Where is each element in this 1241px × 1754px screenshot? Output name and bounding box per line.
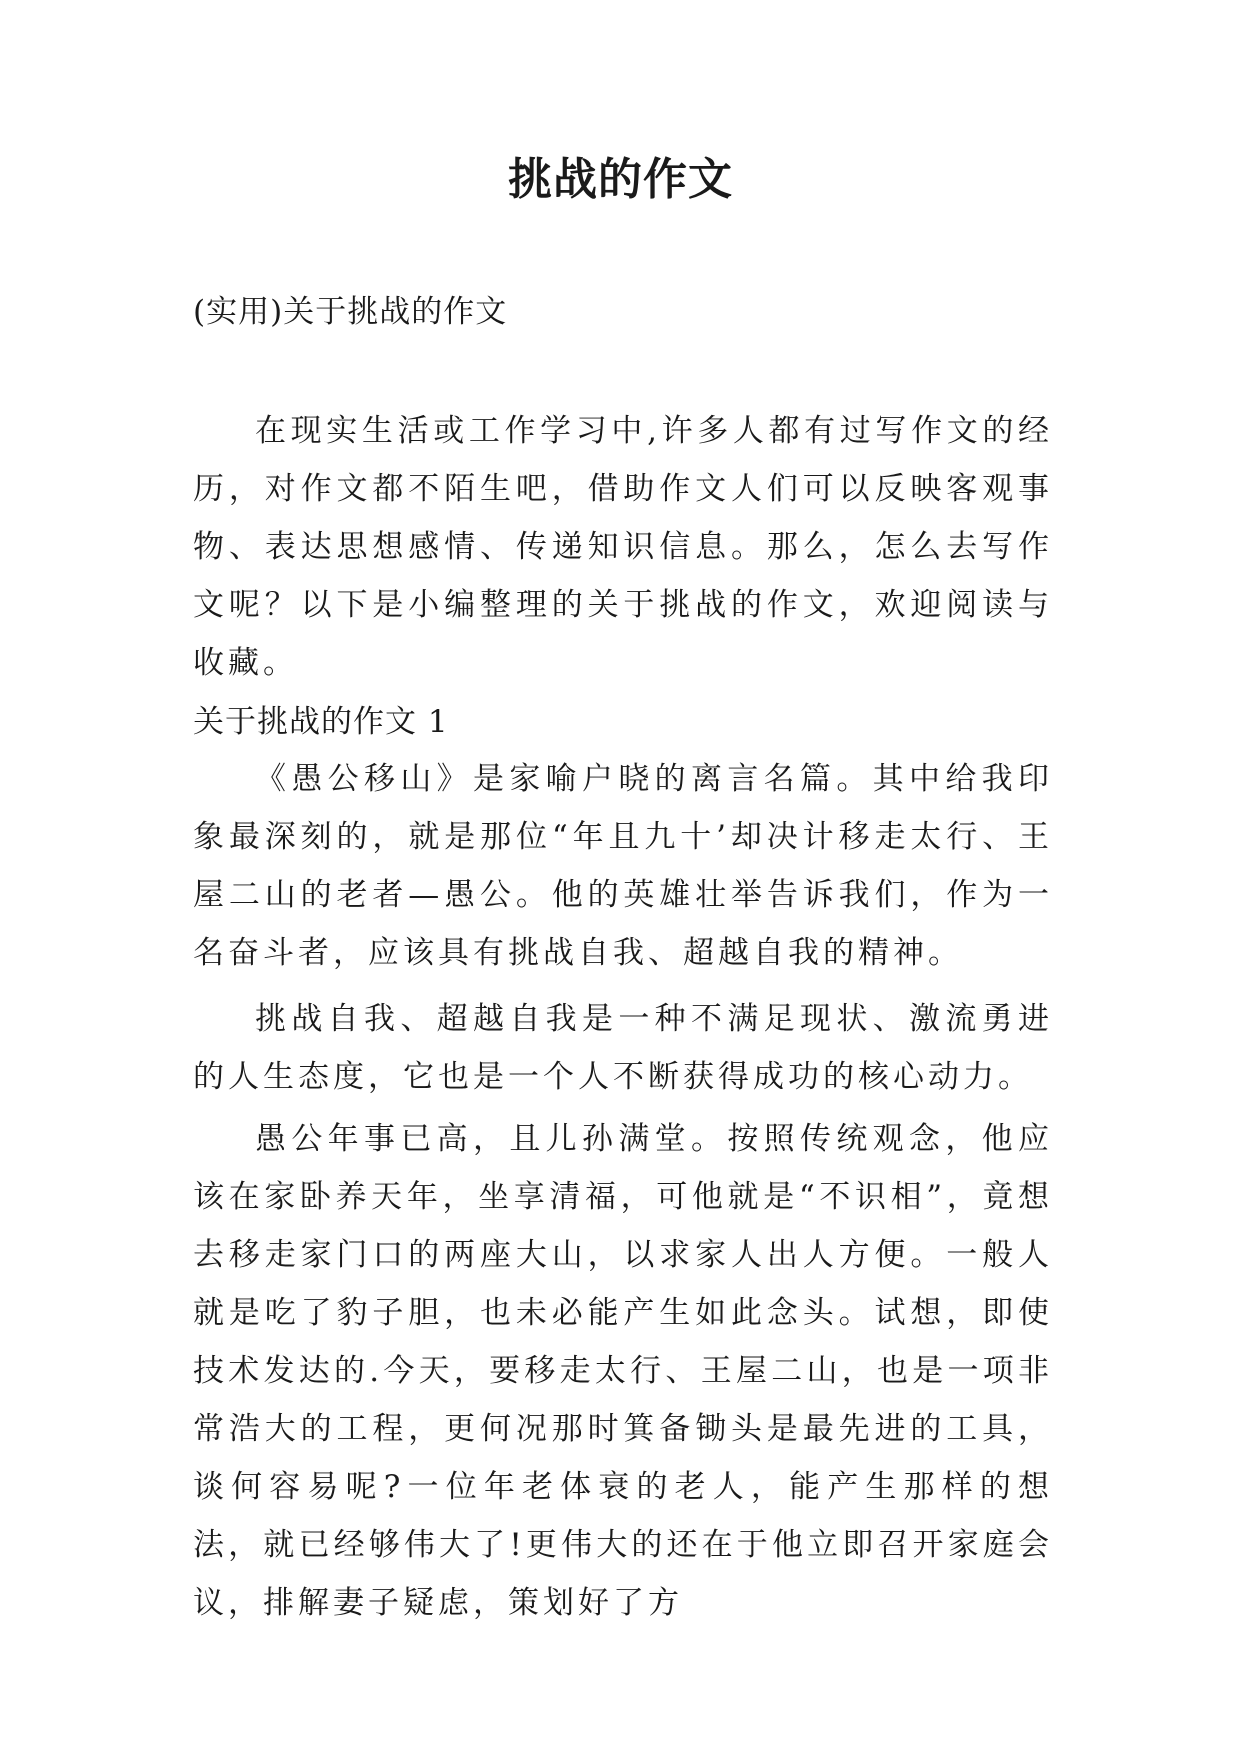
essay-paragraph: 挑战自我、超越自我是一种不满足现状、激流勇进的人生态度，它也是一个人不断获得成功的核心动力。 <box>193 1001 1053 1095</box>
intro-paragraph: 在现实生活或工作学习中,许多人都有过写作文的经历，对作文都不陌生吧，借助作文人们可以反映客观事物、表达思想感情、传递知识信息。那么，怎么去写作文呢？以下是小编整理的关于挑战的作文，欢迎阅读与收藏。 <box>193 413 1053 681</box>
essay-paragraph: 愚公年事已高，且儿孙满堂。按照传统观念，他应该在家卧养天年，坐享清福，可他就是“不识相”，竟想去移走家门口的两座大山，以求家人出人方便。一般人就是吃了豹子胆，也未必能产生如此念头。试想，即使技术发达的.今天，要移走太行、王屋二山，也是一项非常浩大的工程，更何况那时箕备锄头是最先进的工具，谈何容易呢?一位年老体衰的老人，能产生那样的想法，就已经够伟大了!更伟大的还在于他立即召开家庭会议，排解妻子疑虑，策划好了方 <box>193 1121 1053 1621</box>
essay-heading: 关于挑战的作文 1 <box>193 704 449 740</box>
essay-paragraph: 《愚公移山》是家喻户晓的离言名篇。其中给我印象最深刻的，就是那位“年且九十’却决计移走太行、王屋二山的老者—愚公。他的英雄壮举告诉我们，作为一名奋斗者，应该具有挑战自我、超越自我的精神。 <box>193 761 1053 971</box>
page-title: 挑战的作文 <box>508 154 733 205</box>
document-subtitle: (实用)关于挑战的作文 <box>193 294 508 330</box>
